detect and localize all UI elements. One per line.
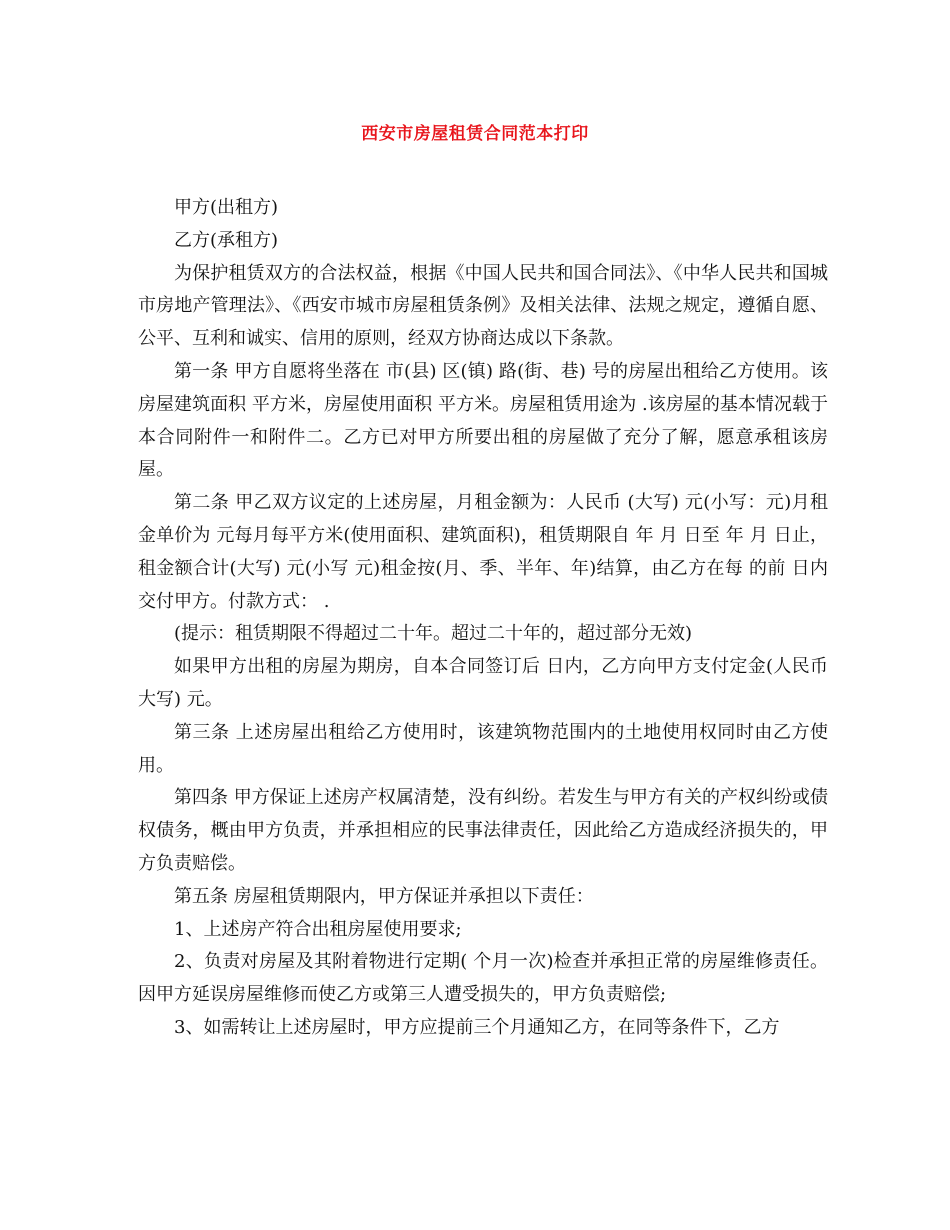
preamble-paragraph: 为保护租赁双方的合法权益，根据《中国人民共和国合同法》、《中华人民共和国城市房地产管理法》、《西安市城市房屋租赁条例》及相关法律、法规之规定，遵循自愿、公平、互利和诚实、信用的原则，经双方协商达成以下条款。: [138, 262, 828, 350]
article-4-paragraph: 第四条 甲方保证上述房产权属清楚，没有纠纷。若发生与甲方有关的产权纠纷或债权债务，概由甲方负责，并承担相应的民事法律责任，因此给乙方造成经济损失的，甲方负责赔偿。: [138, 787, 828, 874]
article-5-heading: 第五条 房屋租赁期限内，甲方保证并承担以下责任：: [174, 885, 594, 907]
document-body: [138, 192, 828, 1045]
article-5-item-1: 1、上述房产符合出租房屋使用要求;: [174, 918, 462, 940]
document-title: 西安市房屋租赁合同范本打印: [361, 124, 589, 144]
party-a-line: 甲方(出租方): [174, 197, 279, 218]
article-2-paragraph: 第二条 甲乙双方议定的上述房屋，月租金额为：人民币 (大写) 元(小写：元)月租金单价为 元每月每平方米(使用面积、建筑面积)，租赁期限自 年 月 日至 年 月 日止，租金额合计(大写) 元(小写 元)租金按(月、季、半年、年)结算，由乙方在每 的前 日内交付甲方。付款方式： .: [138, 492, 828, 612]
lease-term-note: (提示：租赁期限不得超过二十年。超过二十年的，超过部分无效): [174, 623, 693, 645]
deposit-paragraph: 如果甲方出租的房屋为期房，自本合同签订后 日内，乙方向甲方支付定金(人民币大写) 元。: [138, 656, 828, 710]
article-5-item-2: 2、负责对房屋及其附着物进行定期( 个月一次)检查并承担正常的房屋维修责任。因甲方延误房屋维修而使乙方或第三人遭受损失的，甲方负责赔偿;: [138, 951, 828, 1006]
article-3-paragraph: 第三条 上述房屋出租给乙方使用时，该建筑物范围内的土地使用权同时由乙方使用。: [138, 721, 828, 776]
article-5-item-3: 3、如需转让上述房屋时，甲方应提前三个月通知乙方，在同等条件下，乙方: [174, 1016, 780, 1038]
article-1-paragraph: 第一条 甲方自愿将坐落在 市(县) 区(镇) 路(街、巷) 号的房屋出租给乙方使用。该房屋建筑面积 平方米，房屋使用面积 平方米。房屋租赁用途为 .该房屋的基本情况载于本合同附件一和附件二。乙方已对甲方所要出租的房屋做了充分了解，愿意承租该房屋。: [138, 360, 828, 481]
party-b-line: 乙方(承租方): [174, 229, 279, 251]
